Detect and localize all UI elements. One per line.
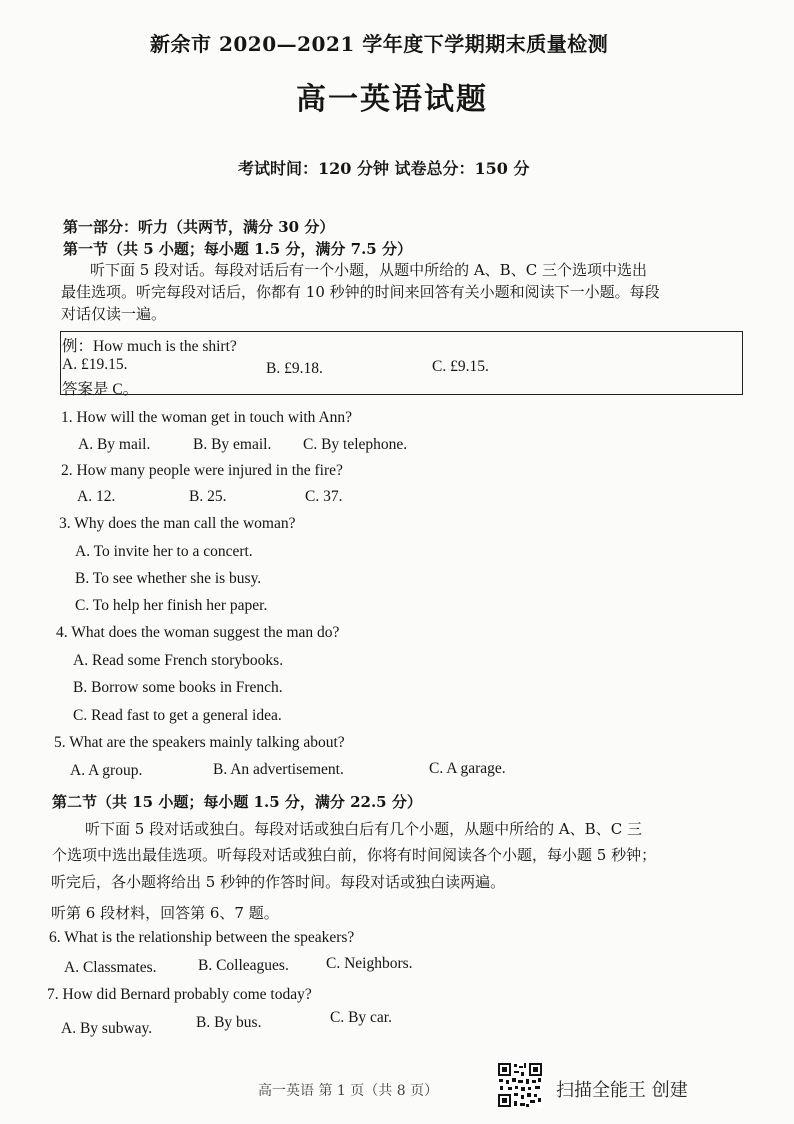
q3-option-a: A. To invite her to a concert. <box>75 543 253 560</box>
question-1: 1. How will the woman get in touch with Ann? <box>61 409 353 426</box>
q4-option-a: A. Read some French storybooks. <box>73 652 284 669</box>
q2-option-b: B. 25. <box>189 488 227 505</box>
section1-instructions-line: 对话仅读一遍。 <box>61 305 167 323</box>
part1-heading: 第一部分：听力（共两节，满分 30 分） <box>63 218 335 236</box>
question-3: 3. Why does the man call the woman? <box>59 515 296 532</box>
q1-option-b: B. By email. <box>193 436 272 453</box>
q1-option-a: A. By mail. <box>78 436 151 453</box>
q5-option-c: C. A garage. <box>429 760 506 777</box>
q6-option-a: A. Classmates. <box>64 959 157 976</box>
subject-title: 高一英语试题 <box>296 82 488 117</box>
example-question: 例：How much is the shirt? <box>62 338 237 355</box>
q5-option-b: B. An advertisement. <box>213 761 344 778</box>
section2-heading: 第二节（共 15 小题；每小题 1.5 分，满分 22.5 分） <box>52 793 422 811</box>
section1-instructions-line: 最佳选项。听完每段对话后，你都有 10 秒钟的时间来回答有关小题和阅读下一小题。每段 <box>61 283 660 301</box>
q7-option-a: A. By subway. <box>61 1020 153 1037</box>
question-2: 2. How many people were injured in the fire? <box>61 462 343 479</box>
qr-code-icon <box>497 1062 543 1108</box>
section1-instructions-line: 听下面 5 段对话。每段对话后有一个小题，从题中所给的 A、B、C 三个选项中选出 <box>90 261 647 279</box>
example-answer: 答案是 C。 <box>62 381 139 398</box>
example-option-b: B. £9.18. <box>266 360 323 377</box>
q4-option-b: B. Borrow some books in French. <box>73 679 283 696</box>
q7-option-c: C. By car. <box>330 1009 392 1026</box>
q2-option-c: C. 37. <box>305 488 343 505</box>
question-4: 4. What does the woman suggest the man do? <box>56 624 340 641</box>
q5-option-a: A. A group. <box>70 762 143 779</box>
question-6: 6. What is the relationship between the speakers? <box>49 929 355 946</box>
page-footer: 高一英语 第 1 页（共 8 页） <box>258 1083 439 1099</box>
q6-option-b: B. Colleagues. <box>198 957 289 974</box>
section1-heading: 第一节（共 5 小题；每小题 1.5 分，满分 7.5 分） <box>63 240 412 258</box>
example-option-c: C. £9.15. <box>432 358 489 375</box>
section2-instructions-line: 听下面 5 段对话或独白。每段对话或独白后有几个小题，从题中所给的 A、B、C 三 <box>85 820 642 838</box>
section2-instructions-line: 听完后，各小题将给出 5 秒钟的作答时间。每段对话或独白读两遍。 <box>51 873 506 891</box>
q4-option-c: C. Read fast to get a general idea. <box>73 707 282 724</box>
question-5: 5. What are the speakers mainly talking about? <box>54 734 345 751</box>
q7-option-b: B. By bus. <box>196 1014 262 1031</box>
q1-option-c: C. By telephone. <box>303 436 408 453</box>
q6-option-c: C. Neighbors. <box>326 955 413 972</box>
q3-option-b: B. To see whether she is busy. <box>75 570 262 587</box>
q3-option-c: C. To help her finish her paper. <box>75 597 268 614</box>
q2-option-a: A. 12. <box>77 488 116 505</box>
time-and-score: 考试时间：120 分钟 试卷总分：150 分 <box>238 159 530 178</box>
example-option-a: A. £19.15. <box>62 356 128 373</box>
scanner-label: 扫描全能王 创建 <box>556 1080 688 1101</box>
question-7: 7. How did Bernard probably come today? <box>47 986 312 1003</box>
section2-instructions-line: 个选项中选出最佳选项。听每段对话或独白前，你将有时间阅读各个小题，每小题 5 秒钟； <box>52 846 657 864</box>
exam-title: 新余市 2020—2021 学年度下学期期末质量检测 <box>150 32 609 56</box>
material-note: 听第 6 段材料，回答第 6、7 题。 <box>51 904 279 922</box>
